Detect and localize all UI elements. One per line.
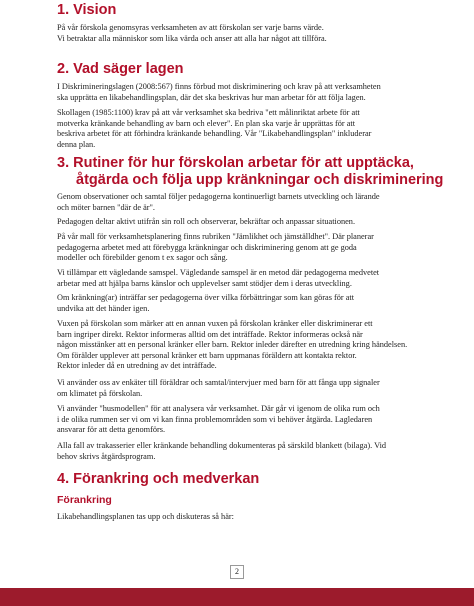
section-heading-routines [57, 155, 443, 189]
text-line: modeller och förebilder genom t ex sagor och sång. [57, 253, 228, 263]
text-line: pedagogerna arbetet med att förebygga kränkningar och diskriminering genom att ge goda [57, 242, 357, 252]
section-heading-anchoring: 4. Förankring och medverkan [57, 471, 260, 487]
text-line: Rektor inleder då en utredning av det inträffade. [57, 361, 217, 371]
vision-paragraph [57, 23, 421, 44]
text-line: Skollagen (1985:1100) krav på att vår verksamhet ska bedriva "ett målinriktat arbete för att [57, 108, 360, 117]
text-line: På vår förskola genomsyras verksamheten av att förskolan ser varje barns värde. [57, 23, 324, 32]
text-line: Vi betraktar alla människor som lika värda och anser att alla har något att tillföra. [57, 33, 327, 43]
text-line: arbetar med att hjälpa barns känslor och upplevelser samt stödjer dem i deras utveckling. [57, 278, 352, 288]
text-line: Om kränkning(ar) inträffar ser pedagogerna över vilka förbättringar som kan göras för att [57, 293, 355, 302]
page-number: 2 [230, 565, 244, 579]
text-line: och möter barnen "där de är". [57, 202, 155, 212]
text-line: barn ingriper direkt. Rektor informeras alltid om det inträffade. Rektor informeras också när [57, 329, 363, 339]
section-heading-law: 2. Vad säger lagen [57, 61, 184, 77]
subheading-anchoring: Förankring [57, 494, 112, 506]
text-line: Vi tillämpar ett vägledande samspel. Vägledande samspel är en metod där pedagogerna medvetet [57, 268, 380, 277]
text-line: behov skrivs åtgärdsprogram. [57, 451, 156, 461]
text-line: Genom observationer och samtal följer pedagogerna kontinuerligt barnets utveckling och lärande [57, 192, 380, 201]
routines-paragraph-3 [57, 232, 421, 264]
text-line: denna plan. [57, 139, 96, 149]
routines-paragraph-2 [57, 217, 421, 228]
heading-line: 3. Rutiner för hur förskolan arbetar för att upptäcka, [57, 155, 414, 171]
routines-paragraph-9 [57, 441, 421, 462]
text-line: beskriva arbetet för att förhindra kränkande behandling. Vår "Likabehandlingsplan" inkluderar [57, 129, 372, 139]
text-line: Vuxen på förskolan som märker att en annan vuxen på förskolan kränker eller diskriminerar ett [57, 319, 373, 328]
text-line: På vår mall för verksamhetsplanering finns rubriken "Jämlikhet och jämställdhet". Där planerar [57, 232, 374, 241]
text-line: Likabehandlingsplanen tas upp och diskuteras så här: [57, 512, 234, 521]
text-line: undvika att det händer igen. [57, 303, 150, 313]
law-paragraph-1 [57, 82, 421, 103]
section-heading-vision: 1. Vision [57, 2, 117, 18]
text-line: Vi använder "husmodellen" för att analysera vår verksamhet. Där går vi igenom de olika rum och [57, 404, 380, 413]
text-line: någon misstänker att en personal kränker eller barn. Rektor inleder därefter en utredning kring händelsen. [57, 340, 408, 350]
routines-paragraph-6 [57, 319, 421, 372]
routines-paragraph-8 [57, 404, 421, 436]
routines-paragraph-7 [57, 378, 421, 399]
routines-paragraph-1 [57, 192, 421, 213]
text-line: Vi använder oss av enkäter till föräldrar och samtal/intervjuer med barn för att fånga upp signaler [57, 378, 380, 387]
routines-paragraph-4 [57, 268, 421, 289]
text-line: Pedagogen deltar aktivt utifrån sin roll och observerar, bekräftar och anpassar situationen. [57, 217, 356, 226]
text-line: Om förälder upplever att personal kränker ett barn uppmanas föräldern att kontakta rektor. [57, 350, 357, 360]
text-line: ska upprätta en likabehandlingsplan, där det ska beskrivas hur man arbetar för att följa lagen. [57, 92, 366, 102]
text-line: ansvarar för att detta genomförs. [57, 425, 166, 435]
heading-line: åtgärda och följa upp kränkningar och diskriminering [76, 172, 444, 188]
text-line: motverka kränkande behandling av barn och elever". En plan ska varje år upprättas för att [57, 118, 356, 128]
text-line: Alla fall av trakasserier eller kränkande behandling dokumenteras på särskild blankett (bilaga). Vid [57, 441, 387, 450]
text-line: I Diskrimineringslagen (2008:567) finns förbud mot diskriminering och krav på att verksamheten [57, 82, 381, 91]
law-paragraph-2 [57, 108, 421, 150]
routines-paragraph-5 [57, 293, 421, 314]
text-line: i de olika rummen ser vi om vi kan finna problemområden som vi behöver åtgärda. Lagledaren [57, 414, 373, 424]
footer-bar [0, 588, 474, 606]
anchoring-paragraph [57, 512, 421, 523]
text-line: om klimatet på förskolan. [57, 388, 143, 398]
